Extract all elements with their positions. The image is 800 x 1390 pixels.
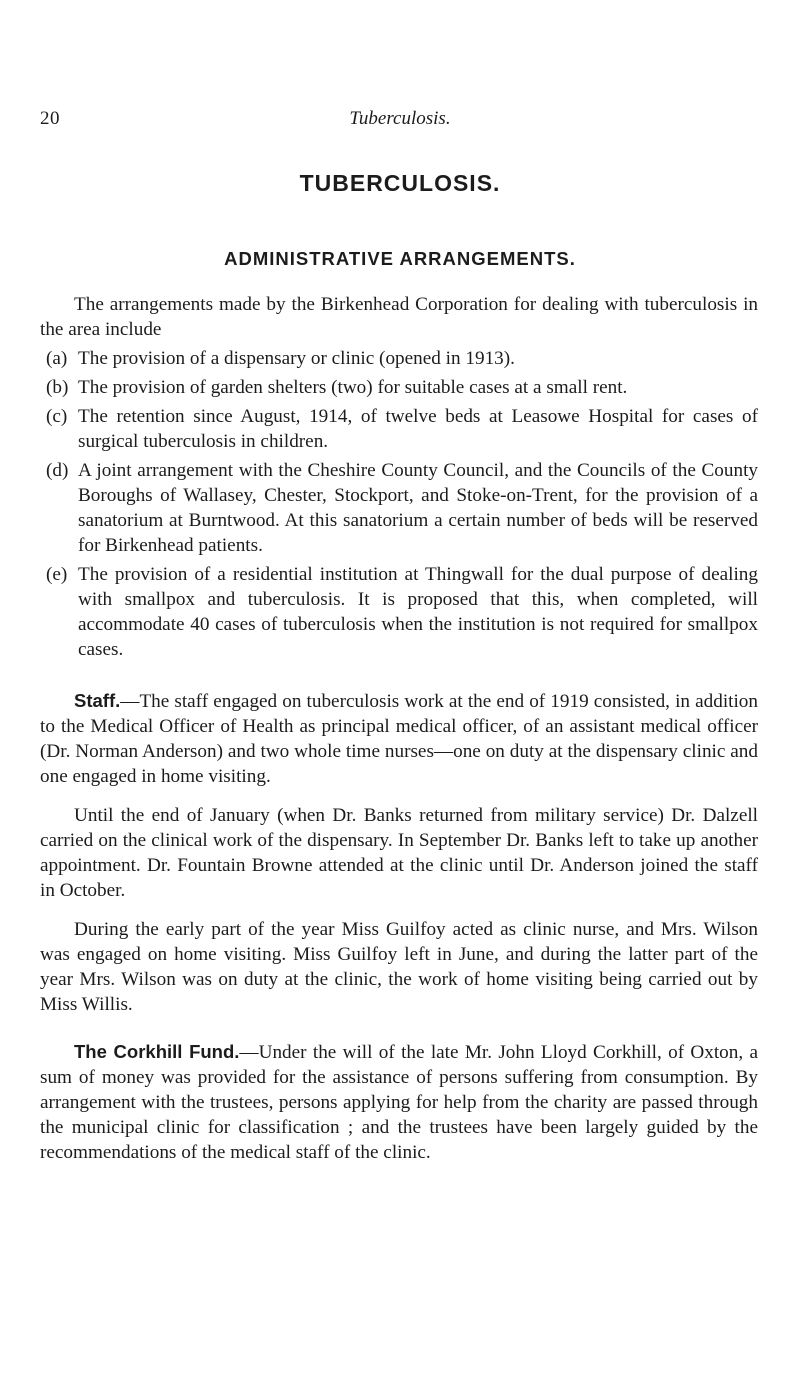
arrangements-list — [40, 346, 758, 662]
page-number: 20 — [40, 108, 60, 129]
corkhill-heading: The Corkhill Fund. — [74, 1041, 240, 1062]
list-marker: (a) — [46, 348, 68, 369]
list-item-text: A joint arrangement with the Cheshire County Council, and the Councils of the County Boroughs of Wallasey, Chester, Stockport, and Stoke-on-Trent, for the provision of a sanatorium at Burntwood. At this sanatorium a certain number of beds will be reserved for Birkenhead patients. — [78, 460, 758, 556]
corkhill-text: —Under the will of the late Mr. John Lloyd Corkhill, of Oxton, a sum of money was provided for the assistance of persons suffering from consumption. By arrangement with the trustees, persons applying for help from the charity are passed through the municipal clinic for classification ; and the trustees have been largely guided by the recommendations of the medical staff of the clinic. — [40, 1042, 758, 1163]
list-item — [40, 562, 758, 662]
section-heading: ADMINISTRATIVE ARRANGEMENTS. — [224, 248, 576, 269]
list-marker: (b) — [46, 377, 69, 398]
list-item — [40, 346, 758, 371]
staff-paragraph-2: Until the end of January (when Dr. Banks returned from military service) Dr. Dalzell carried on the clinical work of the dispensary. In September Dr. Banks left to take up another appointment. Dr. Fountain Browne attended at the clinic until Dr. Anderson joined the staff in October. — [40, 805, 758, 901]
list-marker: (d) — [46, 460, 69, 481]
list-marker: (e) — [46, 564, 68, 585]
running-title: Tuberculosis. — [349, 108, 451, 129]
staff-paragraph-3: During the early part of the year Miss Guilfoy acted as clinic nurse, and Mrs. Wilson was engaged on home visiting. Miss Guilfoy left in June, and during the latter part of the year Mrs. Wilson was on duty at the clinic, the work of home visiting being carried out by Miss Willis. — [40, 919, 758, 1015]
corkhill-paragraph — [40, 1039, 758, 1165]
body-text — [40, 292, 758, 1165]
staff-heading: Staff. — [74, 690, 121, 711]
intro-paragraph: The arrangements made by the Birkenhead Corporation for dealing with tuberculosis in the area include — [40, 294, 758, 340]
list-marker: (c) — [46, 406, 68, 427]
list-item — [40, 375, 758, 400]
list-item-text: The provision of a dispensary or clinic (opened in 1913). — [78, 348, 515, 369]
list-item — [40, 458, 758, 558]
list-item-text: The retention since August, 1914, of twelve beds at Leasowe Hospital for cases of surgical tuberculosis in children. — [78, 406, 758, 452]
staff-paragraph — [40, 688, 758, 789]
staff-text: —The staff engaged on tuberculosis work at the end of 1919 consisted, in addition to the Medical Officer of Health as principal medical officer, of an assistant medical officer (Dr. Norman Anderson) and two whole time nurses—one on duty at the dispensary clinic and one engaged in home visiting. — [40, 691, 758, 787]
list-item — [40, 404, 758, 454]
list-item-text: The provision of garden shelters (two) for suitable cases at a small rent. — [78, 377, 628, 398]
page-title: TUBERCULOSIS. — [299, 170, 501, 196]
list-item-text: The provision of a residential institution at Thingwall for the dual purpose of dealing with smallpox and tuberculosis. It is proposed that this, when completed, will accommodate 40 cases of tuberculosis when the institution is not required for smallpox cases. — [78, 564, 758, 660]
